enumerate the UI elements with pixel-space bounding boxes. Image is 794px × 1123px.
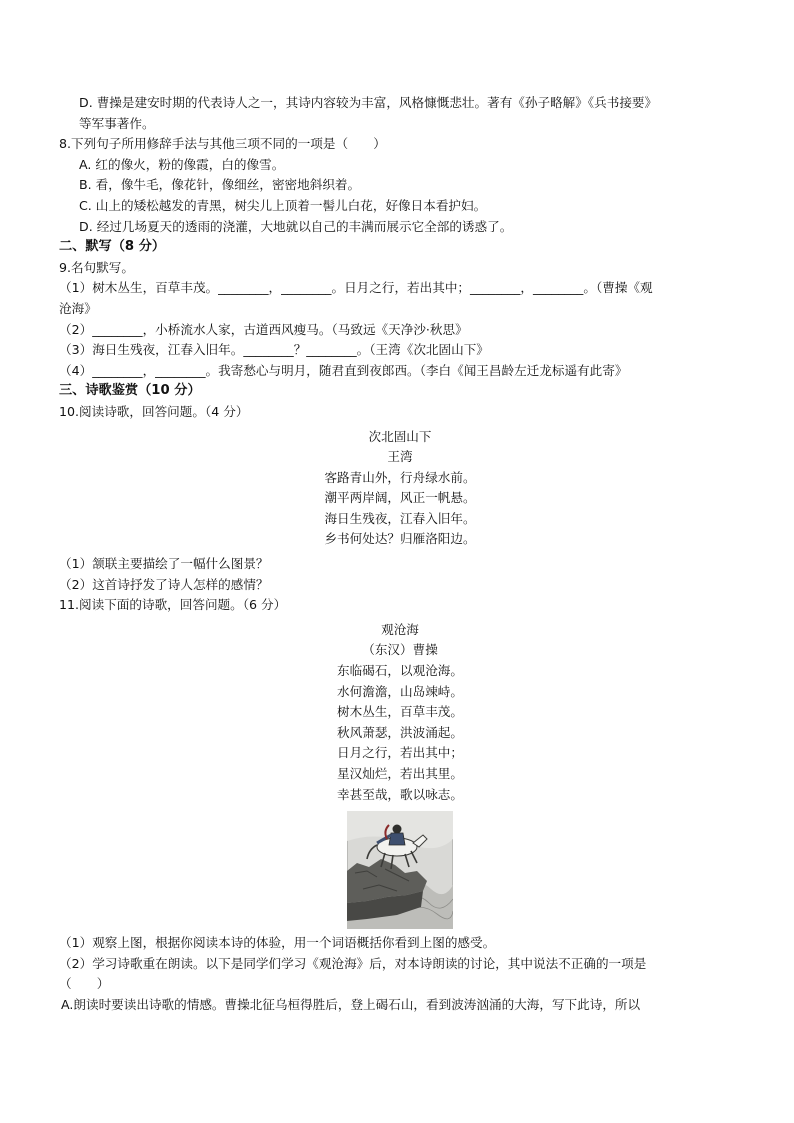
q10-poem-title: 次北固山下 [368,428,432,444]
q9-item-2: （2）________，小桥流水人家，古道西风瘦马。（马致远《天净沙·秋思》 [59,321,468,337]
q11-poem-line: 日月之行，若出其中； [337,745,463,761]
q11-poem-line: 水何澹澹，山岛竦峙。 [337,683,463,699]
poem-illustration [75,811,725,929]
section-2-heading: 二、默写（8 分） [59,239,166,255]
q7-option-d-line1: D. 曹操是建安时期的代表诗人之一，其诗内容较为丰富，风格慷慨悲壮。著有《孙子略解》《兵书接要》 [79,95,658,110]
q9-item-4: （4）________，________。我寄愁心与明月，随君直到夜郎西。（李白《闻王昌龄左迁龙标遥有此寄》 [59,362,628,378]
q9-item-3: （3）海日生残夜，江春入旧年。________？________。（王湾《次北固山下》 [59,342,489,358]
q8-option-d: D. 经过几场夏天的透雨的浇灌，大地就以自己的丰满而展示它全部的诱惑了。 [79,218,513,234]
q10-question-1: （1）颔联主要描绘了一幅什么图景？ [59,556,269,572]
q9-item-1-line1: （1）树木丛生，百草丰茂。________，________。日月之行，若出其中；________，________。（曹操《观 [59,280,653,296]
q11-poem-title: 观沧海 [381,621,419,637]
q11-poem-author: （东汉）曹操 [362,642,438,658]
q11-poem-line: 东临碣石，以观沧海。 [337,663,463,679]
q11-question-2-line1: （2）学习诗歌重在朗读。以下是同学们学习《观沧海》后，对本诗朗读的讨论，其中说法不正确的一项是 [59,955,647,971]
q7-option-d-line2: 等军事著作。 [79,115,155,131]
cao-cao-on-horse-illustration [347,811,453,929]
q9-item-1-line2: 沧海》 [59,300,97,316]
section-3-heading: 三、诗歌鉴赏（10 分） [59,383,201,399]
q10-poem [75,427,725,551]
q8-option-a: A. 红的像火，粉的像霞，白的像雪。 [79,156,285,172]
q10-poem-line: 潮平两岸阔，风正一帆悬。 [324,490,476,506]
q9-stem: 9.名句默写。 [59,259,134,275]
page-content [59,93,725,1016]
q11-poem [75,620,725,805]
q11-poem-line: 树木丛生，百草丰茂。 [337,704,463,720]
q10-poem-line: 乡书何处达？归雁洛阳边。 [324,531,476,547]
q11-question-2-line2: （ ） [59,976,110,992]
q8-stem: 8.下列句子所用修辞手法与其他三项不同的一项是（ ） [59,136,386,152]
q11-poem-line: 幸甚至哉，歌以咏志。 [337,786,463,802]
q10-stem: 10.阅读诗歌，回答问题。（4 分） [59,403,249,419]
q11-question-2-option-a: A.朗读时要读出诗歌的情感。曹操北征乌桓得胜后，登上碣石山，看到波涛汹涌的大海，写下此诗，所以 [61,996,641,1012]
q10-poem-line: 海日生残夜，江春入旧年。 [324,510,476,526]
q11-poem-line: 星汉灿烂，若出其里。 [337,766,463,781]
q11-poem-line: 秋风萧瑟，洪波涌起。 [337,724,463,740]
q8-option-c: C. 山上的矮松越发的青黑，树尖儿上顶着一髻儿白花，好像日本看护妇。 [79,197,487,213]
q10-question-2: （2）这首诗抒发了诗人怎样的感情？ [59,576,269,592]
q8-option-b: B. 看，像牛毛，像花针，像细丝，密密地斜织着。 [79,177,361,193]
q10-poem-author: 王湾 [387,449,413,465]
q10-poem-line: 客路青山外，行舟绿水前。 [324,469,476,485]
q11-question-1: （1）观察上图，根据你阅读本诗的体验，用一个词语概括你看到上图的感受。 [59,935,496,951]
q11-stem: 11.阅读下面的诗歌，回答问题。（6 分） [59,597,287,613]
